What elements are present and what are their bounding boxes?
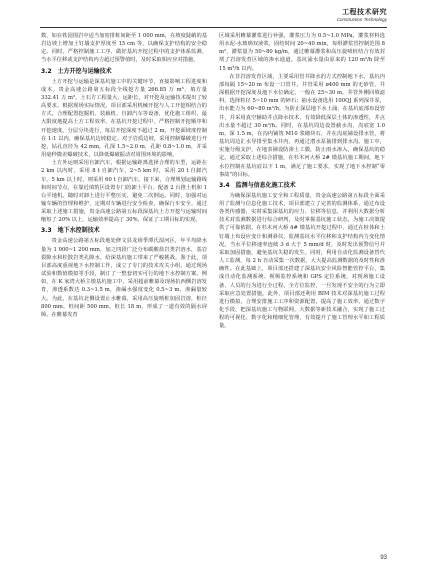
section-heading: 3.2 土方开挖与运输技术 [41,67,112,75]
body-paragraph: 为确保深基坑施工安全和工程质量，贵金高速公路第五标段全面采用了监测与信息化施工技术，项目部建立了完善的监测体系，通过布设各类传感器，实时采集深基坑的应力、位移等信息，并利用大数据分析技术对监测数据进行综合研判，及时掌握基坑施工状态，为施工决策提供了可靠依据。在杉木河大桥 4# 墩基坑开挖过程中，通过在桩体和土钉墙上布设应变计和测斜仪，监测基坑水平位移和支护结构内力变化情况。当水平位移速率连续 3 d 大于 5 mm/d 时，及时发出预警信号并采取加固措施，避免基坑失稳的发生。同时，利用自动化监测设备替代人工监测，每 2 h 自动采集一次数据，大大提高监测数据的及时性和准确性。在此基础上，项目部还搭建了深基坑安全风险智能管控平台，集成自动化监测系统、视频监控系统和 GPS 定位系统，对现场施工设备、人员的行为进行全过程、全方位监控，一旦发现不安全的行为立即采取应急处置措施。此外，项目部还利用 BIM 技术对深基坑施工过程进行模拟，合理安排施工工序和资源配置，提高了施工效率。通过数字化手段，把深基坑施工与物联网、大数据等新技术融合，实现了施工过程的可视化、数字化和精细化管理，有效提升了施工管理水平和工程质量。 [219,192,385,330]
section-heading: 3.4 监测与信息化施工技术 [219,181,296,189]
body-paragraph: 区域采用帷幕灌浆进行补强，灌浆压力为 0.5~1.0 MPa，灌浆材料选用水泥-水玻璃双液浆，固结时间 20~40 min，每组灌浆管控制范围 8 m²，灌浆量为 50~80 kg/m，通过帷幕灌浆和高压旋喷桩结合有效封堵了岩溶发育区域的渗水通道。基坑涌水量由原来的 120 m³/h 降至 15 m³/h 以内。 [219,33,385,72]
body-paragraph: 在非岩溶发育区域，主要采用管井降水的方式控制地下水，基坑内部每隔 15~20 m 布设一口管井，井管采用 ø400 mm 的无砂管，井深根据开挖深度及地下水位确定，一般在 25~30 m，井管外侧回填滤料，选择粒径 5~10 mm 的碎石；抽水设备选用 100QJ 系列深井泵，出水能力为 60~80 m³/h。为防止深层地下水上涌，在基坑底部布设管井，并采用真空辅助井点降水技术，有效降低深层土体的渗透性，井点出水量不超过 30 m³/h。同时，在基坑周边设置截水沟，沟底宽 1.0 m，深 1.5 m，在沟内铺筑 M10 浆砌块石，并在沟底铺设排水管，将基坑周边汇水导排至集水井内，再通过潜水泵抽排到排水沟。施工中，实施分级支护，在地表铺设防渗土工膜，防止雨水渗入，确保基坑的稳定。通过采取上述综合措施，在杉木河大桥 2# 墩基坑施工期间，地下水位控制在基坑底以下 1 m，满足了施工要求，实现了地下水控制“零事故”的目标。 [219,73,385,178]
header-rule [40,27,387,28]
left-column [41,32,207,552]
journal-header [297,8,387,23]
body-paragraph: 贵金高速公路第五标段地处修文县龙场季潭氏湿河区，年平均降水量为 1 000~1 200 mm，加之四段广泛分布碳酸盐岩类岩溶水，基岩裂隙水和松散岩类孔隙水，给深基坑施工带来了严峻挑战。鉴于此，项目部高度重视地下水控制工作，成立了专门的技术攻关小组，通过现场试验和数值模拟等手段，制订了一整套切实可行的地下水控制方案。例如，在 K 家湾大桥主墩基坑施工中，采用超前帷幕及现场抗西侧岩溶发育，渗透系数达 0.3~1.5 m，渗漏水强度变化 0.5~3 m，渗漏量较大。为此，在基坑北侧设置止水帷幕，采用高压旋喷桩加固岩溶，桩径 800 mm，桩间距 500 mm，桩长 18 m，形成了一道有效的隔水屏障。在帷幕发育 [41,238,207,318]
section-heading: 3.3 地下水控制技术 [41,227,100,235]
body-paragraph: 土方外运则采用自卸汽车，根据运输距离选择合理的车型，运距在 2 km 以内时，采用 8 t 自卸汽车，2~5 km 时，采用 20 t 自卸汽车，5 km 以上时，则采用 60 t 自卸汽车。接下来，合理规划运输路线和时间节点，在靠近填筑区设置专门的卸土平台，配备 2 台推土机和 1 台平地机，随时对卸土进行平整压实，避免二次倒运。同时，加强对运输车辆的管理和维护，定期对车辆进行安全检查，确保行车安全。通过采取上述施工措施，贵金高速公路第五标段深基坑土方开挖与运输时间缩短了 20% 以上，运输效率提高了 30%，保证了工期目标的实现。 [41,160,207,224]
journal-name-english: Construction Technology [336,17,387,22]
journal-name: 工程技术研究 [342,8,387,16]
right-column [219,32,385,552]
body-paragraph: 数，如在铁园围岩中适当加密排桩间距至 1 000 mm，在坡度陡峭的基岩边坡上增加土钉墙支护厚度至 15 cm 等，以确保支护结构的安全稳定。同时，严格控制施工工序，做好基坑开挖过程中的支护体系监测。当水平位移或支护结构内力超过预警值时，及时采取相应应对措施。 [41,33,207,64]
page-number: 93 [380,555,387,561]
body-paragraph: 土方开挖与运输是深基坑施工中的关键环节，直接影响工程进度和成本。贵金高速公路第五标段全线挖方量 266.85 万 m³，填方量 332.41 万 m³，土石方工程量大，运距长，对开挖及运输技术提出了较高要求。根据现场实际情况，项目部采用机械开挖与人工开挖相结合的方式，合理配置挖掘机、装载机、自卸汽车等设备，优化施工组织，最大限度地提高土方工程效率。在基坑开挖过程中，严格控制开挖顺序和开挖速度，分层分块进行，每层开挖深度不超过 2 m，开挖面坡度控制在 1:1 以内，确保基坑边坡稳定。对于岩质边坡，采用控制爆破进行开挖，钻孔直径为 42 mm，孔深 1.5~2.0 m，孔距 0.8~1.0 m，并采用毫秒微差爆破技术，以降低爆破振动对周围环境的影响。 [41,78,207,159]
